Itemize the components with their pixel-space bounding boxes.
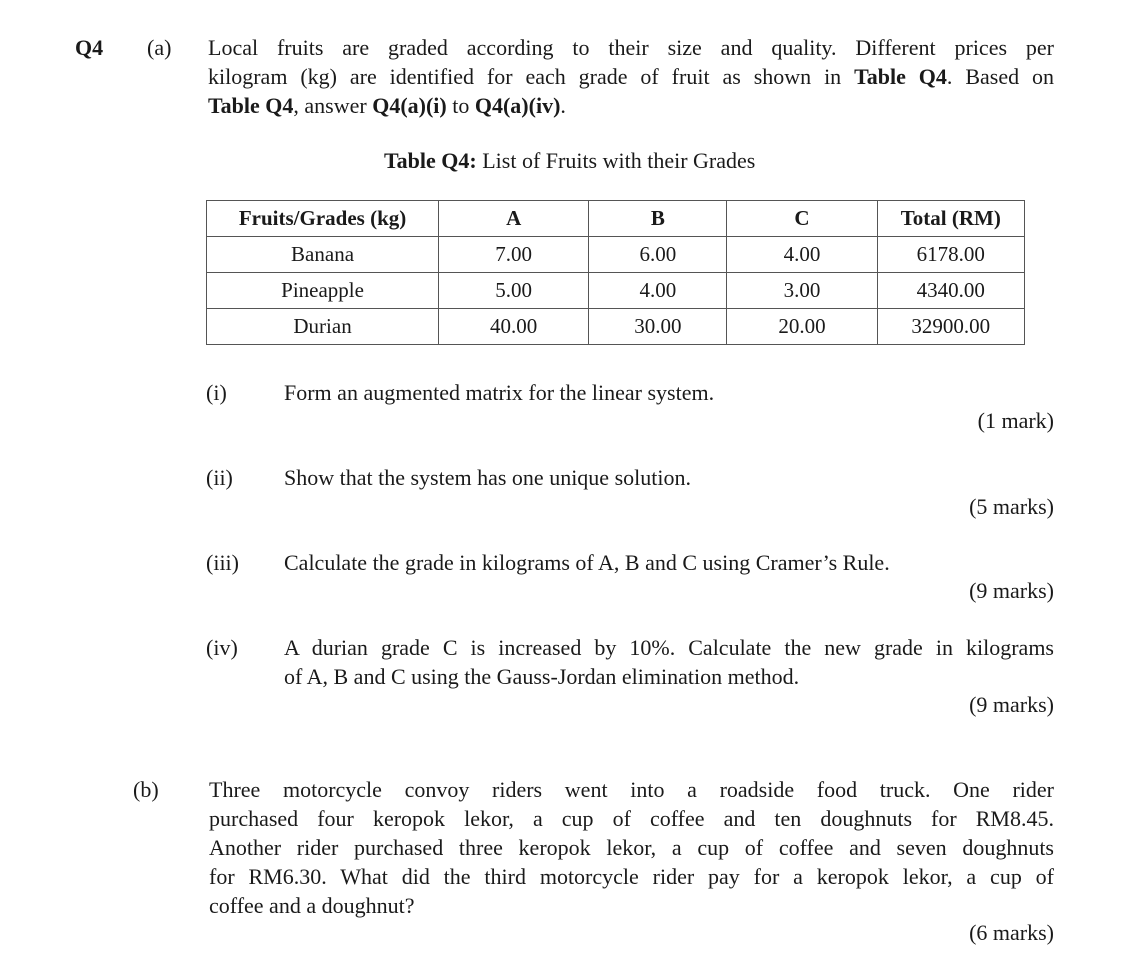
subquestion-text: Show that the system has one unique solution. — [284, 465, 691, 490]
marks-label: (1 mark) — [977, 408, 1054, 433]
table-header-cell: C — [727, 201, 877, 237]
table-ref: Table Q4 — [854, 64, 947, 89]
question-number: Q4 — [75, 35, 104, 60]
intro-line-3 — [208, 91, 1054, 120]
subquestion-label: (iii) — [206, 550, 239, 575]
table-cell: 32900.00 — [877, 309, 1024, 345]
intro-text: . Based on — [946, 64, 1054, 89]
table-cell: 7.00 — [439, 237, 589, 273]
intro-text: . — [560, 93, 566, 118]
part-b-label: (b) — [133, 777, 159, 802]
table-cell: 40.00 — [439, 309, 589, 345]
table-cell: Pineapple — [207, 273, 439, 309]
table-caption — [384, 146, 755, 175]
subquestion-label: (i) — [206, 380, 227, 405]
question-ref: Q4(a)(i) — [372, 93, 447, 118]
part-a-intro — [208, 33, 1054, 120]
table-header-cell: A — [439, 201, 589, 237]
intro-line-2 — [208, 62, 1054, 91]
marks-label: (9 marks) — [969, 692, 1054, 717]
table-cell: 4.00 — [727, 237, 877, 273]
table-row — [207, 273, 1025, 309]
subquestion-line: A durian grade C is increased by 10%. Calculate the new grade in kilograms — [284, 635, 1054, 660]
part-b-line: coffee and a doughnut? — [209, 893, 415, 918]
table-cell: 6178.00 — [877, 237, 1024, 273]
intro-text: , answer — [293, 93, 373, 118]
part-b-text — [209, 775, 1054, 920]
part-b-line: for RM6.30. What did the third motorcycle rider pay for a keropok lekor, a cup of — [209, 864, 1054, 889]
table-cell: Durian — [207, 309, 439, 345]
subquestion-text: Form an augmented matrix for the linear system. — [284, 380, 715, 405]
table-cell: 3.00 — [727, 273, 877, 309]
marks-label: (5 marks) — [969, 494, 1054, 519]
table-ref: Table Q4 — [208, 93, 294, 118]
table-cell: 4340.00 — [877, 273, 1024, 309]
question-ref: Q4(a)(iv) — [474, 93, 561, 118]
table-header-cell: Fruits/Grades (kg) — [207, 201, 439, 237]
table-header-cell: Total (RM) — [877, 201, 1024, 237]
subquestion-text: Calculate the grade in kilograms of A, B and C using Cramer’s Rule. — [284, 550, 890, 575]
table-header-row — [207, 201, 1025, 237]
intro-text: to — [446, 93, 475, 118]
part-b-line: Three motorcycle convoy riders went into a roadside food truck. One rider — [209, 777, 1054, 802]
intro-line-1: Local fruits are graded according to their size and quality. Different prices per — [208, 35, 1054, 60]
part-a-label: (a) — [147, 35, 172, 60]
part-b-line: purchased four keropok lekor, a cup of coffee and ten doughnuts for RM8.45. — [209, 806, 1054, 831]
table-cell: 6.00 — [589, 237, 727, 273]
fruit-grades-table — [206, 200, 1025, 345]
marks-label: (9 marks) — [969, 578, 1054, 603]
table-caption-text: List of Fruits with their Grades — [476, 148, 756, 173]
marks-label: (6 marks) — [969, 920, 1054, 945]
subquestion-label: (iv) — [206, 635, 238, 660]
part-b-line: Another rider purchased three keropok lekor, a cup of coffee and seven doughnuts — [209, 835, 1054, 860]
table-cell: 30.00 — [589, 309, 727, 345]
table-cell: Banana — [207, 237, 439, 273]
intro-text: kilogram (kg) are identified for each grade of fruit as shown in — [208, 64, 855, 89]
table-header-cell: B — [589, 201, 727, 237]
table-caption-label: Table Q4: — [384, 148, 477, 173]
subquestion-line: of A, B and C using the Gauss-Jordan elimination method. — [284, 664, 800, 689]
table-row — [207, 309, 1025, 345]
table-row — [207, 237, 1025, 273]
table-cell: 20.00 — [727, 309, 877, 345]
subquestion-label: (ii) — [206, 465, 233, 490]
table-cell: 4.00 — [589, 273, 727, 309]
table-cell: 5.00 — [439, 273, 589, 309]
subquestion-text — [284, 633, 1054, 691]
